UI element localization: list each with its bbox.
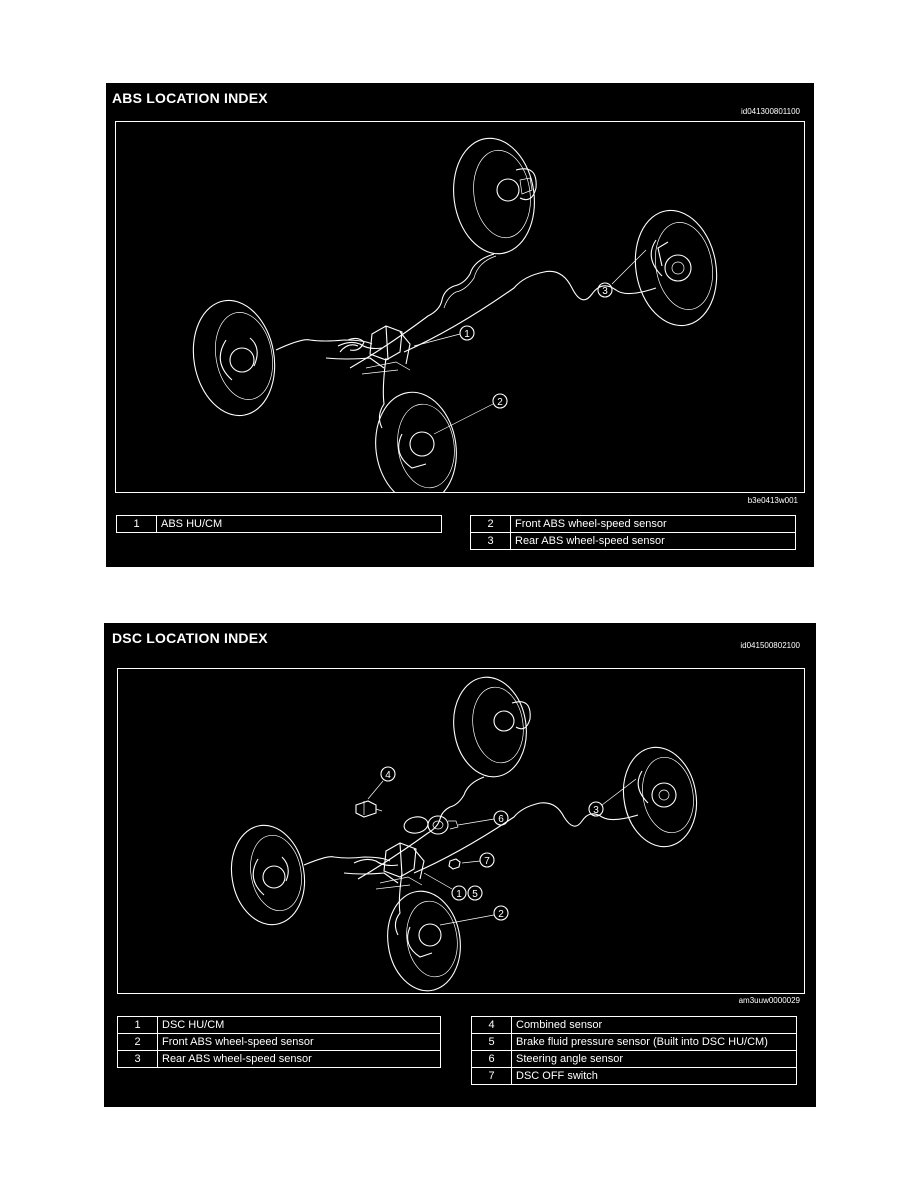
dsc-combined-sensor xyxy=(356,801,382,817)
legend-text: Combined sensor xyxy=(512,1017,797,1034)
legend-row xyxy=(472,1034,797,1051)
legend-row xyxy=(472,1051,797,1068)
dsc-brake-lines xyxy=(304,777,638,935)
dsc-diagram-frame xyxy=(117,668,805,994)
legend-text: Rear ABS wheel-speed sensor xyxy=(158,1051,441,1068)
legend-text: DSC OFF switch xyxy=(512,1068,797,1085)
svg-text:4: 4 xyxy=(385,770,391,781)
legend-text: ABS HU/CM xyxy=(157,516,442,533)
svg-text:3: 3 xyxy=(602,286,608,297)
legend-num: 3 xyxy=(471,533,511,550)
abs-wheel-top xyxy=(446,133,541,259)
dsc-doc-id: id041500802100 xyxy=(740,641,800,650)
legend-row xyxy=(117,516,442,533)
abs-legend-right xyxy=(470,515,796,550)
abs-callout-3 xyxy=(598,250,646,297)
dsc-location-panel xyxy=(104,623,816,1107)
legend-text: Front ABS wheel-speed sensor xyxy=(158,1034,441,1051)
abs-hu-cm-unit xyxy=(326,326,410,374)
dsc-hu-cm-unit xyxy=(344,843,424,889)
svg-text:1: 1 xyxy=(456,889,462,900)
legend-row xyxy=(472,1017,797,1034)
legend-row xyxy=(118,1034,441,1051)
svg-text:2: 2 xyxy=(497,397,503,408)
legend-row xyxy=(471,533,796,550)
abs-figure-id: b3e0413w001 xyxy=(747,496,798,505)
legend-num: 2 xyxy=(118,1034,158,1051)
dsc-off-switch xyxy=(449,859,460,869)
dsc-legend-left xyxy=(117,1016,441,1068)
svg-text:7: 7 xyxy=(484,856,490,867)
abs-legend-left xyxy=(116,515,442,533)
abs-wheel-right xyxy=(627,204,726,332)
svg-text:2: 2 xyxy=(498,909,504,920)
legend-num: 1 xyxy=(118,1017,158,1034)
legend-text: Steering angle sensor xyxy=(512,1051,797,1068)
dsc-callout-6 xyxy=(458,811,508,825)
abs-doc-id: id041300801100 xyxy=(740,107,800,116)
svg-text:3: 3 xyxy=(593,805,599,816)
dsc-callout-3 xyxy=(589,779,636,816)
dsc-callout-7 xyxy=(462,853,494,867)
abs-diagram-frame xyxy=(115,121,805,493)
svg-text:5: 5 xyxy=(472,889,478,900)
dsc-callout-1 xyxy=(424,873,466,900)
legend-num: 6 xyxy=(472,1051,512,1068)
legend-text: Rear ABS wheel-speed sensor xyxy=(511,533,796,550)
dsc-callout-5 xyxy=(468,886,482,900)
svg-text:1: 1 xyxy=(464,329,470,340)
legend-text: Brake fluid pressure sensor (Built into DSC HU/CM) xyxy=(512,1034,797,1051)
abs-brake-system-diagram xyxy=(116,122,804,492)
abs-wheel-left xyxy=(185,294,284,422)
dsc-wheel-bottom xyxy=(381,886,466,993)
legend-text: DSC HU/CM xyxy=(158,1017,441,1034)
legend-num: 5 xyxy=(472,1034,512,1051)
legend-num: 7 xyxy=(472,1068,512,1085)
dsc-panel-title: DSC LOCATION INDEX xyxy=(112,630,268,646)
legend-num: 3 xyxy=(118,1051,158,1068)
dsc-callout-4 xyxy=(368,767,395,799)
svg-text:6: 6 xyxy=(498,814,504,825)
dsc-legend-right xyxy=(471,1016,797,1085)
dsc-figure-id: am3uuw0000029 xyxy=(738,996,800,1005)
dsc-wheel-right xyxy=(616,742,704,853)
abs-callout-2 xyxy=(434,394,507,434)
legend-row xyxy=(118,1017,441,1034)
legend-num: 1 xyxy=(117,516,157,533)
legend-text: Front ABS wheel-speed sensor xyxy=(511,516,796,533)
legend-row xyxy=(471,516,796,533)
legend-num: 4 xyxy=(472,1017,512,1034)
legend-row xyxy=(118,1051,441,1068)
abs-wheel-bottom xyxy=(369,387,464,492)
dsc-brake-system-diagram xyxy=(118,669,804,993)
abs-location-panel xyxy=(106,83,814,567)
abs-brake-lines xyxy=(276,254,656,428)
legend-num: 2 xyxy=(471,516,511,533)
dsc-wheel-left xyxy=(224,820,312,931)
legend-row xyxy=(472,1068,797,1085)
dsc-wheel-top xyxy=(447,672,532,781)
abs-panel-title: ABS LOCATION INDEX xyxy=(112,90,268,106)
